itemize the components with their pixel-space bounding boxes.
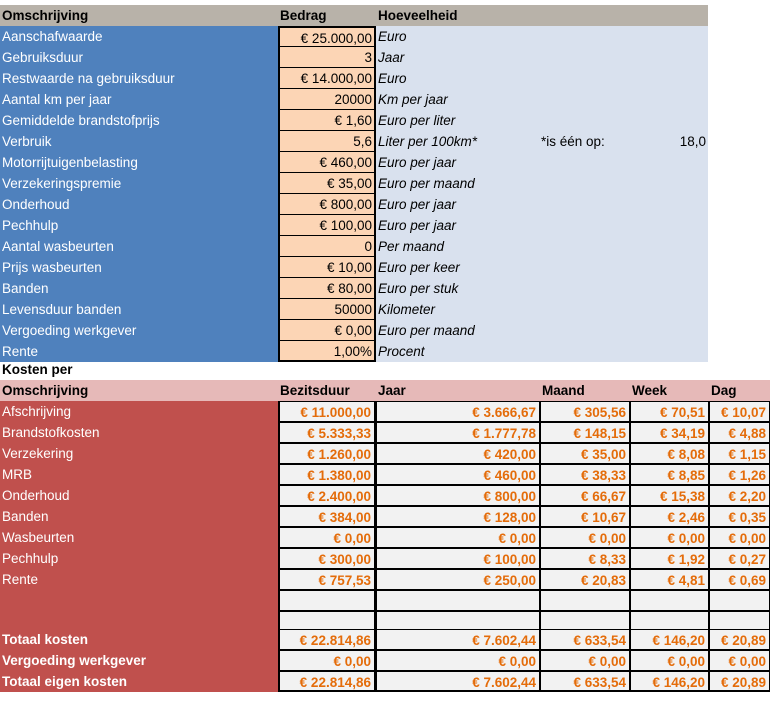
input-label: Banden: [0, 278, 278, 299]
input-unit: Euro per liter: [376, 110, 708, 131]
cost-week: € 4,81: [630, 569, 709, 590]
cost-maand: € 10,67: [540, 506, 630, 527]
cost-week: € 15,38: [630, 485, 709, 506]
cost-dag: € 20,89: [709, 671, 770, 692]
cost-maand: € 38,33: [540, 464, 630, 485]
cost-label: Wasbeurten: [0, 527, 278, 548]
input-value[interactable]: € 100,00: [278, 215, 376, 236]
cost-bezitsduur: € 1.380,00: [278, 464, 376, 485]
input-row: [0, 299, 708, 320]
cost-dag: € 1,15: [709, 443, 770, 464]
cost-week: € 0,00: [630, 527, 709, 548]
input-label: Levensduur banden: [0, 299, 278, 320]
cost-week: € 146,20: [630, 671, 709, 692]
cost-label: Totaal eigen kosten: [0, 671, 278, 692]
cost-header-maand: Maand: [542, 383, 585, 398]
input-unit: Kilometer: [376, 299, 708, 320]
cost-row: [0, 548, 770, 569]
cost-label: Rente: [0, 569, 278, 590]
cost-maand: € 305,56: [540, 401, 630, 422]
cost-header-omschrijving: Omschrijving: [2, 383, 89, 398]
cost-header-jaar: Jaar: [378, 383, 406, 398]
input-row: [0, 236, 708, 257]
cost-label: Brandstofkosten: [0, 422, 278, 443]
cost-maand: [540, 590, 630, 611]
input-label: Verzekeringspremie: [0, 173, 278, 194]
cost-jaar: € 250,00: [376, 569, 540, 590]
cost-dag: € 2,20: [709, 485, 770, 506]
input-row: [0, 278, 708, 299]
cost-jaar: € 800,00: [376, 485, 540, 506]
input-row: [0, 215, 708, 236]
input-label: Pechhulp: [0, 215, 278, 236]
cost-week: € 34,19: [630, 422, 709, 443]
input-header-row: [0, 5, 708, 26]
total-row: [0, 650, 770, 671]
input-unit: Euro per maand: [376, 173, 708, 194]
cost-label: Pechhulp: [0, 548, 278, 569]
verbruik-note-label: *is één op:: [541, 134, 605, 149]
kosten-title: Kosten per: [2, 362, 73, 377]
input-label: Onderhoud: [0, 194, 278, 215]
input-row: [0, 47, 708, 68]
cost-header-row: [0, 380, 770, 401]
cost-row: [0, 569, 770, 590]
input-value[interactable]: 5,6: [278, 131, 376, 152]
cost-dag: € 0,00: [709, 650, 770, 671]
cost-dag: € 10,07: [709, 401, 770, 422]
cost-dag: € 0,00: [709, 527, 770, 548]
input-value[interactable]: € 10,00: [278, 257, 376, 278]
cost-bezitsduur: € 2.400,00: [278, 485, 376, 506]
cost-dag: € 20,89: [709, 629, 770, 650]
cost-bezitsduur: [278, 590, 376, 611]
cost-week: € 146,20: [630, 629, 709, 650]
input-label: Aantal km per jaar: [0, 89, 278, 110]
input-row: [0, 68, 708, 89]
cost-maand: € 633,54: [540, 629, 630, 650]
input-row: [0, 89, 708, 110]
input-row: [0, 26, 708, 47]
input-unit: Euro per jaar: [376, 194, 708, 215]
input-unit: Euro: [376, 68, 708, 89]
input-value[interactable]: € 460,00: [278, 152, 376, 173]
input-row: [0, 152, 708, 173]
cost-bezitsduur: € 757,53: [278, 569, 376, 590]
cost-maand: € 8,33: [540, 548, 630, 569]
header-hoeveelheid: Hoeveelheid: [378, 8, 458, 23]
cost-row: [0, 527, 770, 548]
cost-jaar: € 1.777,78: [376, 422, 540, 443]
total-row: [0, 671, 770, 692]
input-value[interactable]: € 800,00: [278, 194, 376, 215]
cost-week: € 8,08: [630, 443, 709, 464]
input-unit: Per maand: [376, 236, 708, 257]
cost-bezitsduur: € 11.000,00: [278, 401, 376, 422]
input-label: Motorrijtuigenbelasting: [0, 152, 278, 173]
cost-bezitsduur: € 22.814,86: [278, 671, 376, 692]
input-row: [0, 110, 708, 131]
cost-dag: € 4,88: [709, 422, 770, 443]
cost-bezitsduur: € 22.814,86: [278, 629, 376, 650]
input-value[interactable]: 20000: [278, 89, 376, 110]
cost-dag: € 0,27: [709, 548, 770, 569]
cost-header-week: Week: [632, 383, 668, 398]
input-label: Aanschafwaarde: [0, 26, 278, 47]
cost-header-dag: Dag: [711, 383, 737, 398]
input-row: [0, 320, 708, 341]
cost-week: € 70,51: [630, 401, 709, 422]
cost-row: [0, 590, 770, 611]
cost-week: € 2,46: [630, 506, 709, 527]
input-unit: Euro per jaar: [376, 152, 708, 173]
cost-maand: € 0,00: [540, 527, 630, 548]
input-unit: Km per jaar: [376, 89, 708, 110]
header-omschrijving: Omschrijving: [2, 8, 89, 23]
input-row: [0, 173, 708, 194]
input-unit: Euro per stuk: [376, 278, 708, 299]
input-label: Aantal wasbeurten: [0, 236, 278, 257]
cost-dag: [709, 590, 770, 611]
cost-jaar: € 420,00: [376, 443, 540, 464]
input-row: [0, 194, 708, 215]
cost-header-bezitsduur: Bezitsduur: [280, 383, 350, 398]
input-value[interactable]: € 1,60: [278, 110, 376, 131]
input-row: [0, 257, 708, 278]
input-value[interactable]: 50000: [278, 299, 376, 320]
input-unit: Jaar: [376, 47, 708, 68]
cost-label: Vergoeding werkgever: [0, 650, 278, 671]
input-label: Gemiddelde brandstofprijs: [0, 110, 278, 131]
cost-label: Onderhoud: [0, 485, 278, 506]
cost-maand: € 66,67: [540, 485, 630, 506]
cost-label: Totaal kosten: [0, 629, 278, 650]
cost-jaar: € 3.666,67: [376, 401, 540, 422]
input-unit: Euro per jaar: [376, 215, 708, 236]
cost-row: [0, 464, 770, 485]
cost-maand: € 35,00: [540, 443, 630, 464]
input-row: [0, 131, 708, 152]
cost-dag: € 0,35: [709, 506, 770, 527]
cost-label: [0, 590, 278, 611]
total-row: [0, 629, 770, 650]
cost-label: MRB: [0, 464, 278, 485]
input-value[interactable]: € 35,00: [278, 173, 376, 194]
cost-dag: € 0,69: [709, 569, 770, 590]
cost-label: Afschrijving: [0, 401, 278, 422]
cost-jaar: € 7.602,44: [376, 671, 540, 692]
cost-week: € 8,85: [630, 464, 709, 485]
cost-maand: € 633,54: [540, 671, 630, 692]
cost-jaar: € 460,00: [376, 464, 540, 485]
input-value[interactable]: € 0,00: [278, 320, 376, 341]
verbruik-note-value: 18,0: [679, 134, 706, 149]
input-label: Prijs wasbeurten: [0, 257, 278, 278]
cost-bezitsduur: € 1.260,00: [278, 443, 376, 464]
input-value[interactable]: € 80,00: [278, 278, 376, 299]
cost-jaar: € 100,00: [376, 548, 540, 569]
cost-label: Verzekering: [0, 443, 278, 464]
cost-dag: € 1,26: [709, 464, 770, 485]
cost-jaar: € 0,00: [376, 527, 540, 548]
input-unit: Euro per keer: [376, 257, 708, 278]
header-bedrag: Bedrag: [280, 8, 327, 23]
input-value[interactable]: 0: [278, 236, 376, 257]
input-label: Gebruiksduur: [0, 47, 278, 68]
cost-jaar: € 0,00: [376, 650, 540, 671]
cost-week: [630, 590, 709, 611]
input-value[interactable]: 3: [278, 47, 376, 68]
cost-bezitsduur: € 384,00: [278, 506, 376, 527]
input-unit: Euro: [376, 26, 708, 47]
cost-row: [0, 506, 770, 527]
cost-bezitsduur: € 0,00: [278, 527, 376, 548]
input-unit: Euro per maand: [376, 320, 708, 341]
input-label: Rente: [0, 341, 278, 362]
cost-row: [0, 422, 770, 443]
input-unit: Liter per 100km*: [376, 131, 708, 152]
input-unit: Procent: [376, 341, 708, 362]
input-label: Verbruik: [0, 131, 278, 152]
cost-jaar: € 128,00: [376, 506, 540, 527]
cost-week: € 0,00: [630, 650, 709, 671]
input-value[interactable]: € 14.000,00: [278, 68, 376, 89]
input-value[interactable]: 1,00%: [278, 341, 376, 362]
cost-maand: € 0,00: [540, 650, 630, 671]
cost-bezitsduur: € 5.333,33: [278, 422, 376, 443]
cost-maand: € 148,15: [540, 422, 630, 443]
input-label: Restwaarde na gebruiksduur: [0, 68, 278, 89]
cost-maand: € 20,83: [540, 569, 630, 590]
cost-bezitsduur: € 0,00: [278, 650, 376, 671]
cost-jaar: € 7.602,44: [376, 629, 540, 650]
cost-week: € 1,92: [630, 548, 709, 569]
cost-bezitsduur: € 300,00: [278, 548, 376, 569]
input-value[interactable]: € 25.000,00: [278, 26, 376, 47]
cost-label: Banden: [0, 506, 278, 527]
cost-row: [0, 485, 770, 506]
cost-jaar: [376, 590, 540, 611]
cost-row: [0, 401, 770, 422]
input-label: Vergoeding werkgever: [0, 320, 278, 341]
cost-row: [0, 443, 770, 464]
